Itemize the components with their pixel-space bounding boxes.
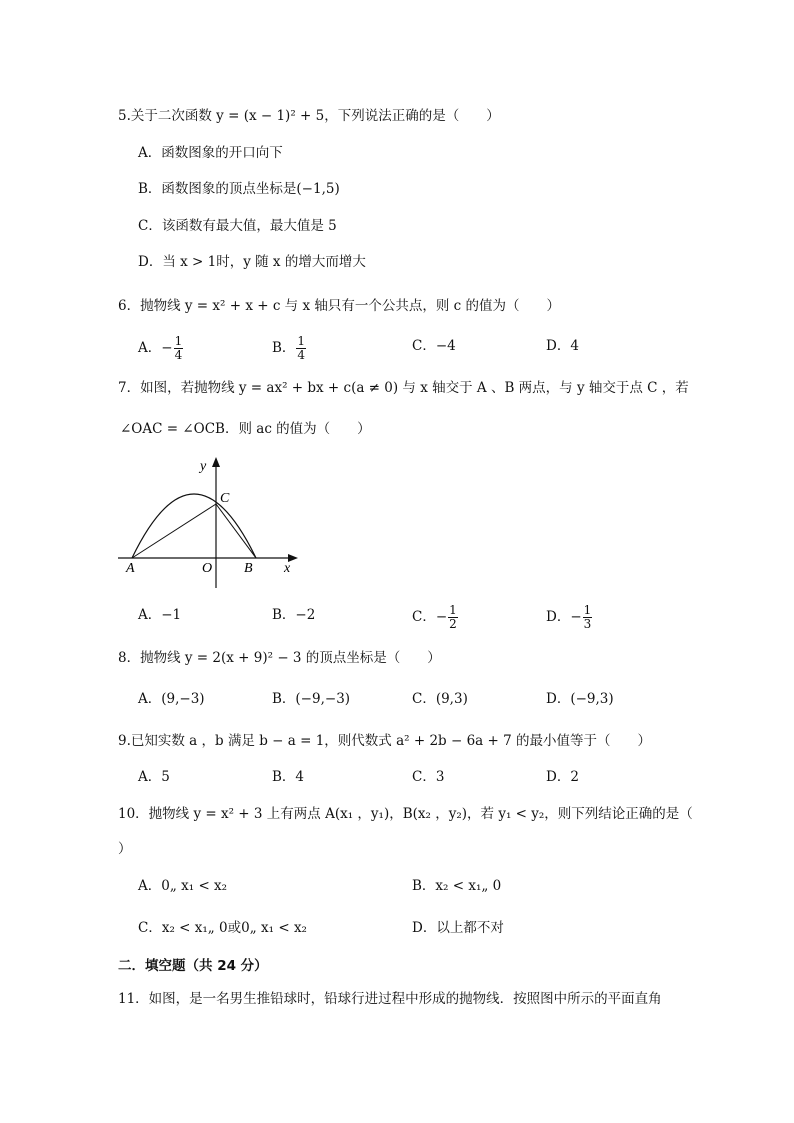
- fraction-denominator: 3: [583, 617, 592, 631]
- q7-option-a: A．−1: [138, 607, 182, 623]
- parabola-curve: [132, 494, 256, 558]
- q8-option-b: B．(−9,−3): [272, 691, 351, 707]
- q7-option-c-fraction: [448, 604, 458, 631]
- q9-stem: 9.已知实数 a ，b 满足 b − a = 1，则代数式 a² + 2b − 6a + 7 的最小值等于（ ）: [118, 733, 651, 749]
- x-axis-label: x: [284, 561, 291, 576]
- q5-option-b: B．函数图象的顶点坐标是(−1,5): [138, 181, 340, 197]
- q10-stem-line2: ）: [118, 841, 132, 857]
- q8-stem: 8．抛物线 y = 2(x + 9)² − 3 的顶点坐标是（ ）: [118, 650, 441, 666]
- q6-option-a-fraction: [174, 335, 184, 362]
- q5-option-d: D．当 x > 1时，y 随 x 的增大而增大: [138, 254, 366, 270]
- y-axis-label: y: [200, 459, 207, 474]
- point-a-label: A: [126, 561, 135, 576]
- fraction-numerator: 1: [174, 334, 183, 348]
- section-heading: 二．填空题（共 24 分）: [118, 958, 268, 974]
- q10-option-a: A．0„ x₁ < x₂: [138, 878, 228, 894]
- q6-option-b-fraction: [296, 335, 306, 362]
- fraction-denominator: 4: [297, 348, 306, 362]
- y-axis-arrow-icon: [212, 457, 220, 467]
- q6-option-a-prefix: A．−: [138, 340, 173, 356]
- fraction-denominator: 2: [449, 617, 457, 631]
- q7-stem-line2: ∠OAC = ∠OCB．则 ac 的值为（ ）: [120, 421, 371, 437]
- q6-option-a: [138, 335, 184, 362]
- q7-option-b: B．−2: [272, 607, 316, 623]
- point-b-label: B: [244, 561, 253, 576]
- fraction-numerator: 1: [449, 603, 457, 617]
- q6-option-c: C．−4: [412, 338, 456, 354]
- q8-option-c: C．(9,3): [412, 691, 468, 707]
- q9-option-b: B．4: [272, 769, 305, 785]
- q8-option-d: D．(−9,3): [546, 691, 614, 707]
- segment-ac: [132, 504, 216, 558]
- q10-option-b: B．x₂ < x₁„ 0: [412, 878, 502, 894]
- q7-parabola-figure: [112, 448, 312, 593]
- q6-option-b-prefix: B．: [272, 340, 296, 356]
- q9-option-c: C．3: [412, 769, 445, 785]
- fraction-denominator: 4: [174, 348, 183, 362]
- q5-stem: 5.关于二次函数 y = (x − 1)² + 5，下列说法正确的是（ ）: [118, 108, 500, 124]
- q7-option-d: [546, 604, 593, 631]
- q5-option-c: C．该函数有最大值，最大值是 5: [138, 218, 337, 234]
- q7-option-c: [412, 604, 459, 631]
- q10-stem-line1: 10．抛物线 y = x² + 3 上有两点 A(x₁ ，y₁)，B(x₂ ，y₂)，若 y₁ < y₂，则下列结论正确的是（: [118, 806, 693, 822]
- q7-option-d-fraction: [583, 604, 593, 631]
- origin-label: O: [202, 561, 213, 576]
- q10-option-d: D．以上都不对: [412, 920, 504, 936]
- fraction-numerator: 1: [297, 334, 306, 348]
- q9-option-d: D．2: [546, 769, 579, 785]
- q6-stem: 6．抛物线 y = x² + x + c 与 x 轴只有一个公共点，则 c 的值为（ ）: [118, 298, 561, 314]
- q6-option-b: [272, 335, 307, 362]
- q8-option-a: A．(9,−3): [138, 691, 205, 707]
- segment-cb: [216, 504, 256, 558]
- q7-option-d-prefix: D．−: [546, 609, 582, 625]
- q11-stem: 11．如图，是一名男生推铅球时，铅球行进过程中形成的抛物线．按照图中所示的平面直角: [118, 991, 662, 1007]
- q7-option-c-prefix: C．−: [412, 609, 448, 625]
- q9-option-a: A．5: [138, 769, 170, 785]
- q6-option-d: D．4: [546, 338, 579, 354]
- fraction-numerator: 1: [583, 603, 592, 617]
- point-c-label: C: [220, 491, 230, 506]
- q7-stem-line1: 7．如图，若抛物线 y = ax² + bx + c(a ≠ 0) 与 x 轴交于 A 、B 两点，与 y 轴交于点 C ，若: [118, 380, 689, 396]
- q10-option-c: C．x₂ < x₁„ 0或0„ x₁ < x₂: [138, 920, 307, 936]
- q5-option-a: A．函数图象的开口向下: [138, 145, 283, 161]
